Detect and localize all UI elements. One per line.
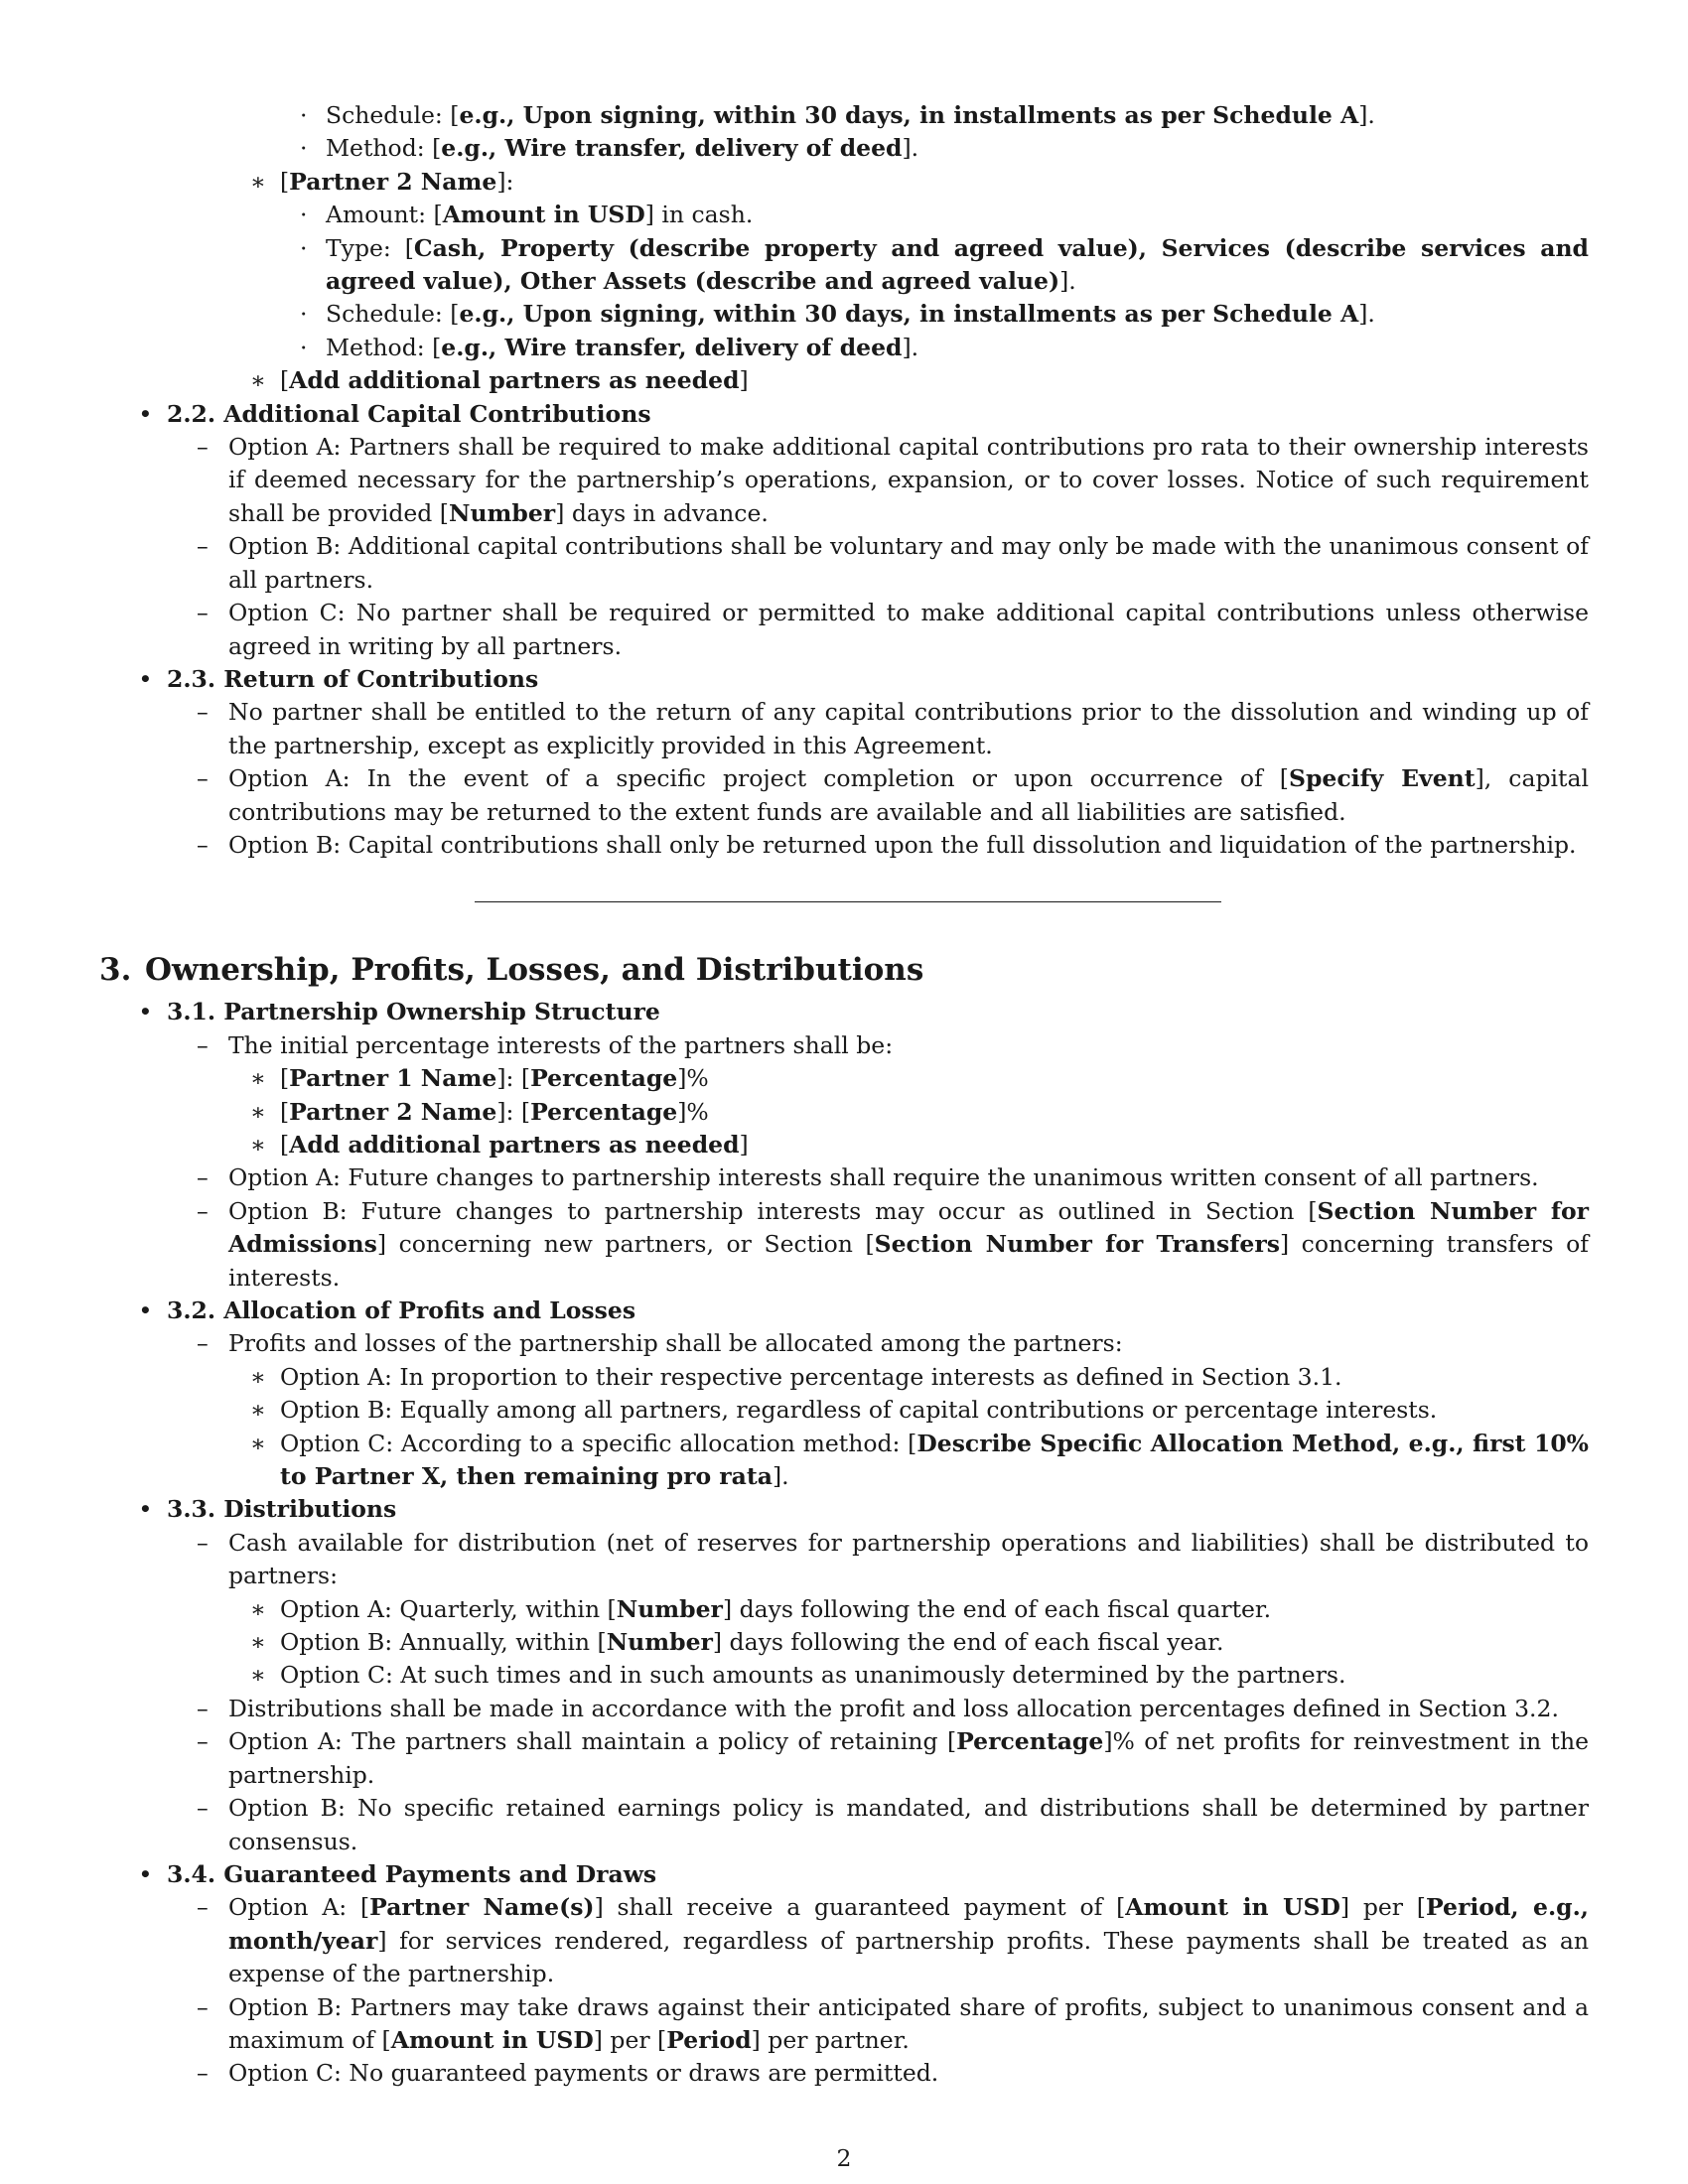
- list-item: ∗ [Partner 2 Name]:: [250, 167, 514, 196]
- list-item: ∗ Option C: According to a specific allocation method: [Describe Specific Allocation Method, e.g., first 10% to Partner X, then remaining pro rata].: [250, 1429, 1589, 1491]
- list-item: ∗ Option B: Equally among all partners, regardless of capital contributions or percentage interests.: [250, 1396, 1438, 1425]
- list-item: – The initial percentage interests of the partners shall be:: [197, 1030, 894, 1059]
- list-item: – Option A: Future changes to partnership interests shall require the unanimous written consent of all partners.: [197, 1163, 1539, 1192]
- subsection-heading: • 3.1. Partnership Ownership Structure: [139, 998, 660, 1026]
- list-item: – Option B: Partners may take draws against their anticipated share of profits, subject to unanimous consent and a maximum of [Amount in USD] per [Period] per partner.: [197, 1992, 1589, 2054]
- list-item: · Method: [e.g., Wire transfer, delivery of deed].: [300, 333, 919, 361]
- list-item: – Option B: Capital contributions shall only be returned upon the full dissolution and liquidation of the partnership.: [197, 830, 1577, 859]
- subsection-heading: • 3.4. Guaranteed Payments and Draws: [139, 1859, 657, 1888]
- list-item: – No partner shall be entitled to the return of any capital contributions prior to the dissolution and winding up of the partnership, except as explicitly provided in this Agreement.: [197, 698, 1589, 759]
- page-number: 2: [836, 2144, 852, 2172]
- list-item: – Option C: No guaranteed payments or draws are permitted.: [197, 2059, 939, 2088]
- list-item: ∗ [Add additional partners as needed]: [250, 366, 749, 395]
- list-item: · Amount: [Amount in USD] in cash.: [300, 201, 754, 229]
- list-item: – Option A: The partners shall maintain a policy of retaining [Percentage]% of net profits for reinvestment in the partnership.: [197, 1727, 1589, 1789]
- list-item: – Option B: Future changes to partnership interests may occur as outlined in Section [Section Number for Admissions] concerning new partners, or Section [Section Number for Transfers] concerning transfers of interests.: [197, 1196, 1590, 1292]
- list-item: – Option A: In the event of a specific project completion or upon occurrence of [Specify Event], capital contributions may be returned to the extent funds are available and all liabilities are satisfied.: [197, 764, 1590, 826]
- horizontal-rule: [475, 901, 1221, 902]
- list-item: – Option B: No specific retained earnings policy is mandated, and distributions shall be determined by partner consensus.: [197, 1794, 1589, 1855]
- list-item: – Cash available for distribution (net of reserves for partnership operations and liabilities) shall be distributed to partners:: [197, 1528, 1589, 1590]
- list-item: – Option A: Partners shall be required to make additional capital contributions pro rata to their ownership interests if deemed necessary for the partnership’s operations, expansion, or to cover losses. Notice of such requirement shall be provided [Number] days in advance.: [197, 433, 1589, 527]
- subsection-heading: • 3.2. Allocation of Profits and Losses: [139, 1297, 636, 1324]
- list-item: · Schedule: [e.g., Upon signing, within 30 days, in installments as per Schedule A].: [300, 300, 1375, 329]
- list-item: – Distributions shall be made in accordance with the profit and loss allocation percentages defined in Section 3.2.: [197, 1694, 1559, 1722]
- section-heading: 3. Ownership, Profits, Losses, and Distributions: [99, 952, 924, 989]
- list-item: ∗ [Partner 1 Name]: [Percentage]%: [250, 1064, 709, 1093]
- list-item: · Method: [e.g., Wire transfer, delivery of deed].: [300, 134, 919, 163]
- list-item: ∗ Option A: In proportion to their respective percentage interests as defined in Section 3.1.: [250, 1362, 1342, 1391]
- list-item: ∗ [Add additional partners as needed]: [250, 1130, 749, 1159]
- list-item: ∗ Option B: Annually, within [Number] days following the end of each fiscal year.: [250, 1628, 1224, 1657]
- list-item: ∗ [Partner 2 Name]: [Percentage]%: [250, 1097, 709, 1126]
- list-item: – Option B: Additional capital contributions shall be voluntary and may only be made with the unanimous consent of all partners.: [197, 532, 1589, 594]
- list-item: ∗ Option A: Quarterly, within [Number] days following the end of each fiscal quarter.: [250, 1594, 1272, 1623]
- list-item: ∗ Option C: At such times and in such amounts as unanimously determined by the partners.: [250, 1661, 1346, 1690]
- list-item: · Type: [Cash, Property (describe property and agreed value), Services (describe services and agreed value), Other Assets (describe and agreed value)].: [300, 233, 1589, 296]
- subsection-heading: • 2.2. Additional Capital Contributions: [139, 399, 651, 428]
- subsection-heading: • 3.3. Distributions: [139, 1495, 397, 1524]
- subsection-heading: • 2.3. Return of Contributions: [139, 664, 539, 693]
- list-item: – Option A: [Partner Name(s)] shall receive a guaranteed payment of [Amount in USD] per [Period, e.g., month/year] for services rendered, regardless of partnership profits. These payments shall be treated as an expense of the partnership.: [197, 1893, 1589, 1988]
- list-item: · Schedule: [e.g., Upon signing, within 30 days, in installments as per Schedule A].: [300, 101, 1375, 129]
- document-page: [99, 99, 1589, 2091]
- list-item: – Profits and losses of the partnership shall be allocated among the partners:: [197, 1329, 1123, 1358]
- list-item: – Option C: No partner shall be required or permitted to make additional capital contributions unless otherwise agreed in writing by all partners.: [197, 599, 1589, 660]
